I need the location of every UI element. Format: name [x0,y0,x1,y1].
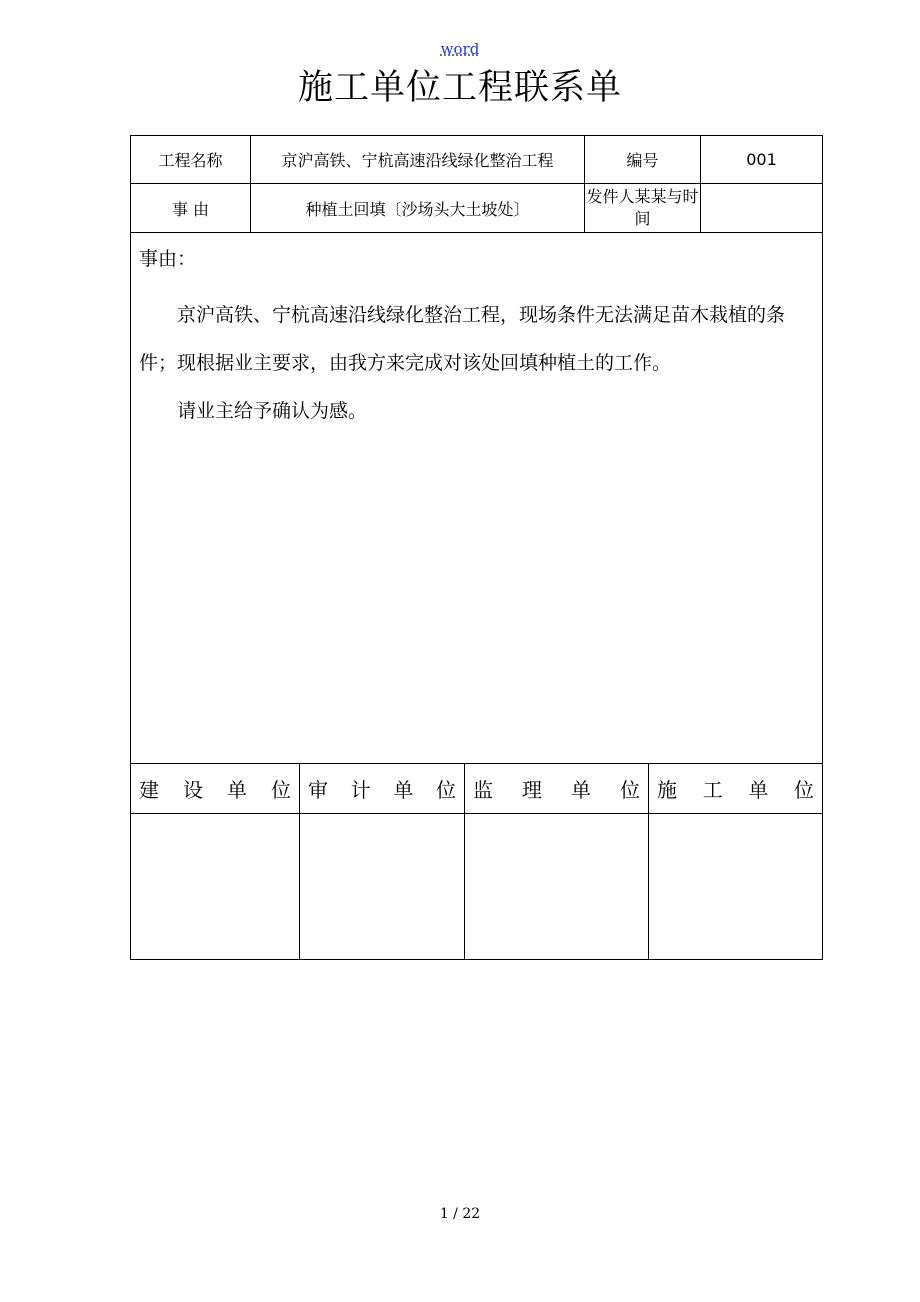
signature-label-char: 位 [620,778,640,802]
signature-label-char: 单 [571,778,591,802]
reason-row [131,184,823,233]
reason-value: 种植土回填〔沙场头大土坡处〕 [251,184,585,233]
signature-label-char: 工 [702,778,723,802]
contact-form-table [130,135,823,960]
signature-space-contractor-unit [649,814,823,960]
document-title: 施工单位工程联系单 [297,68,622,108]
project-name-value: 京沪高铁、宁杭高速沿线绿化整治工程 [251,136,585,184]
header-word-link[interactable] [0,40,920,58]
signature-label-char: 施 [657,778,678,802]
signature-header-row [131,764,823,814]
signature-label-char: 建 [139,778,159,802]
page-number: 1 / 22 [439,1206,481,1222]
number-label: 编号 [585,136,701,184]
signature-label-char: 单 [748,778,769,802]
signature-label-char: 计 [350,778,371,802]
signature-label-char: 单 [393,778,414,802]
body-label: 事由： [139,248,197,270]
body-content [131,233,822,435]
signature-label-construction-unit [131,764,300,814]
signature-label-char: 位 [794,778,815,802]
signature-label-audit-unit [300,764,465,814]
signature-label-char: 审 [308,778,328,802]
body-cell [131,233,823,764]
signature-label-contractor-unit [649,764,823,814]
body-paragraph-1: 京沪高铁、宁杭高速沿线绿化整治工程，现场条件无法满足苗木栽植的条件；现根据业主要求，由我方来完成对该处回填种植土的工作。 [139,304,786,374]
project-row [131,136,823,184]
header-word-link-text[interactable]: word [440,40,480,58]
project-name-label: 工程名称 [131,136,251,184]
signature-space-supervision-unit [465,814,649,960]
sender-label: 发件人某某与时间 [585,184,701,233]
reason-label: 事 由 [131,184,251,233]
signature-label-char: 理 [522,778,542,802]
signature-label-supervision-unit [465,764,649,814]
body-row [131,233,823,764]
signature-space-construction-unit [131,814,300,960]
signature-label-char: 单 [227,778,247,802]
number-value: 001 [701,136,823,184]
signature-label-char: 设 [183,778,203,802]
signature-space-audit-unit [300,814,465,960]
signature-space-row [131,814,823,960]
signature-label-char: 位 [435,778,456,802]
sender-value [701,184,823,233]
signature-label-char: 监 [473,778,493,802]
body-paragraph-2: 请业主给予确认为感。 [177,400,368,422]
signature-label-char: 位 [271,778,291,802]
